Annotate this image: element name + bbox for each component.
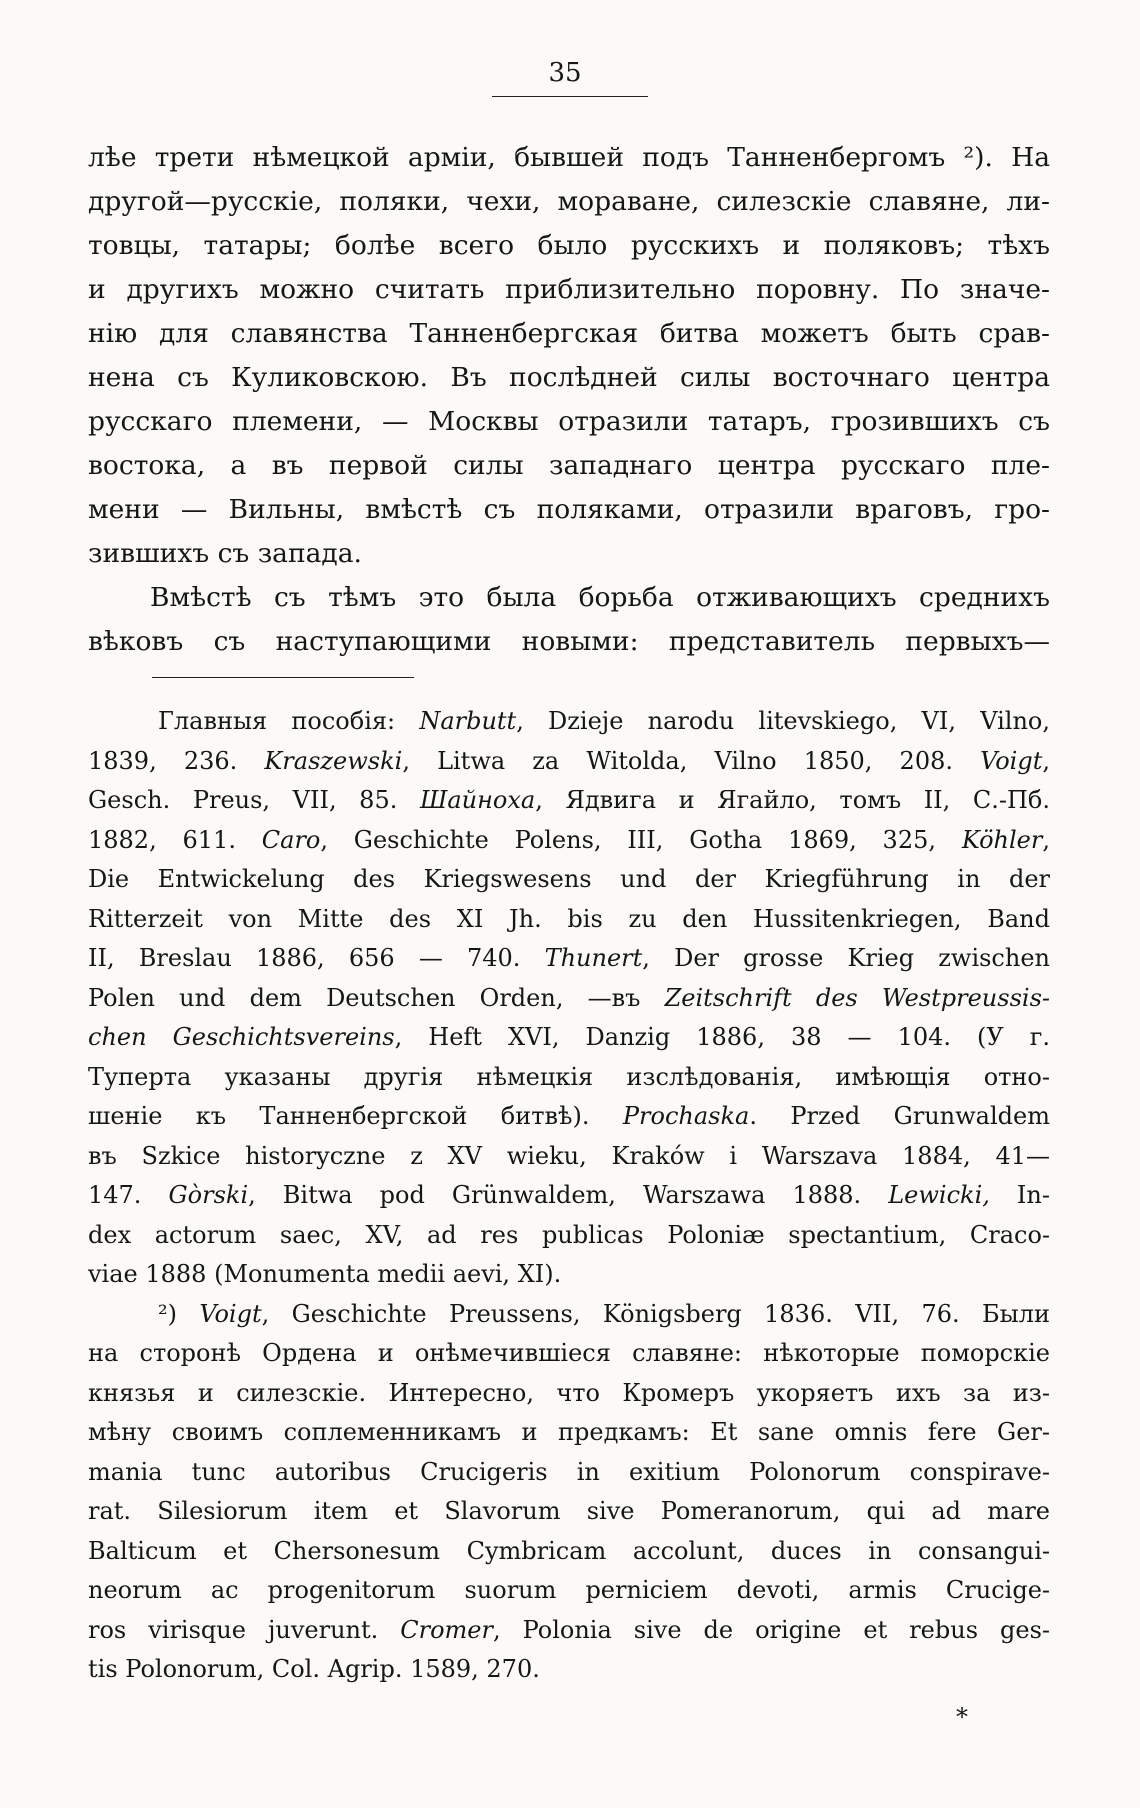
footnote-line xyxy=(88,939,1050,979)
footnote-text: Balticum et Chersonesum Cymbricam accolunt, duces in consangui- xyxy=(88,1536,1050,1565)
footnote-line xyxy=(88,1571,1050,1611)
footnote-text: Gesch. Preus, VII, 85. xyxy=(88,786,420,814)
italic-author: Шайноха xyxy=(419,786,536,814)
footnote-line xyxy=(88,821,1050,861)
footnote-text: въ Szkice historyczne z XV wieku, Kraków i Warszava 1884, 41— xyxy=(88,1141,1050,1170)
footnote-line xyxy=(88,1334,1050,1374)
footnote-text: , Polonia sive de origine et rebus ges- xyxy=(492,1615,1050,1644)
italic-author: Lewicki, xyxy=(888,1181,990,1209)
footnote-line xyxy=(88,1295,1050,1335)
main-text xyxy=(88,136,1050,664)
italic-author: Narbutt xyxy=(419,707,517,735)
italic-author: Voigt xyxy=(980,746,1043,775)
footnote-text: II, Breslau 1886, 656 — 740. xyxy=(88,944,545,972)
footnote-text: tis Polonorum, Col. Agrip. 1589, 270. xyxy=(88,1655,540,1683)
footnote-text: dex actorum saec, XV, ad res publicas Poloniæ spectantium, Craco- xyxy=(88,1220,1050,1249)
footnote-2 xyxy=(88,1295,1050,1690)
footnote-text: 1882, 611. xyxy=(88,825,262,854)
footnote-line xyxy=(88,742,1050,782)
footnote-line xyxy=(88,979,1050,1019)
text-line: товцы, татары; болѣе всего было русскихъ и поляковъ; тѣхъ xyxy=(88,230,1050,261)
footnote-line xyxy=(88,1532,1050,1572)
text-line: другой—русскіе, поляки, чехи, мораване, силезскіе славяне, ли- xyxy=(88,186,1050,217)
footnote-text: , xyxy=(1042,746,1050,775)
footnote-text: Die Entwickelung des Kriegswesens und der Kriegführung in der xyxy=(88,865,1050,893)
footnote-text: , Litwa za Witolda, Vilno 1850, 208. xyxy=(402,746,981,775)
footnote-line xyxy=(88,1492,1050,1532)
footnotes xyxy=(88,702,1050,1690)
end-asterisk: * xyxy=(956,1703,968,1731)
footnote-text: , Geschichte Polens, III, Gotha 1869, 325, xyxy=(320,825,962,854)
footnote-line xyxy=(88,900,1050,940)
footnote-line xyxy=(88,1255,1050,1295)
footnote-line xyxy=(88,1137,1050,1177)
text-line: и другихъ можно считать приблизительно поровну. По значе- xyxy=(88,274,1050,305)
footnote-text: , xyxy=(1042,825,1050,854)
footnote-line xyxy=(88,1611,1050,1651)
page-number: 35 xyxy=(548,58,582,88)
italic-author: Kraszewski xyxy=(264,746,403,775)
text-line: востока, а въ первой силы западнаго центра русскаго пле- xyxy=(88,450,1050,481)
footnote-text: на сторонѣ Ордена и онѣмечившіеся славяне: нѣкоторые поморскіе xyxy=(88,1339,1050,1367)
footnote-text: , Dzieje narodu litevskiego, VI, Vilno, xyxy=(516,707,1050,735)
footnote-text: 1839, 236. xyxy=(88,746,265,775)
footnote-text: 147. xyxy=(88,1181,169,1209)
footnote-line xyxy=(88,1650,1050,1690)
footnote-text: , Geschichte Preussens, Königsberg 1836. VII, 76. Были xyxy=(261,1299,1050,1328)
footnote-line xyxy=(88,1176,1050,1216)
footnote-text: шеніе къ Танненбергской битвѣ). xyxy=(88,1102,623,1130)
text-line: русскаго племени, — Москвы отразили татаръ, грозившихъ съ xyxy=(88,406,1050,437)
footnote-separator xyxy=(152,677,414,678)
text-line: мени — Вильны, вмѣстѣ съ поляками, отразили враговъ, гро- xyxy=(88,494,1050,525)
footnote-text: Polen und dem Deutschen Orden, —въ xyxy=(88,983,665,1012)
italic-author: Zeitschrift des Westpreussis- xyxy=(664,983,1050,1012)
footnote-text: In- xyxy=(989,1181,1050,1209)
footnote-text: Туперта указаны другія нѣмецкія изслѣдованія, имѣющія отно- xyxy=(88,1062,1050,1091)
text-line: лѣе трети нѣмецкой арміи, бывшей подъ Танненбергомъ ²). На xyxy=(88,142,1050,173)
footnote-line xyxy=(88,1413,1050,1453)
italic-author: Cromer xyxy=(400,1615,493,1644)
text-line: вѣковъ съ наступающими новыми: представитель первыхъ— xyxy=(88,626,1050,657)
footnote-text: viae 1888 (Monumenta medii aevi, XI). xyxy=(88,1260,562,1288)
footnote-line xyxy=(88,1453,1050,1493)
footnote-text: Главныя пособія: xyxy=(158,707,420,735)
italic-author: Thunert xyxy=(544,944,643,972)
footnote-text: , Bitwa pod Grünwaldem, Warszawa 1888. xyxy=(248,1181,889,1209)
text-line: нена съ Куликовскою. Въ послѣдней силы восточнаго центра xyxy=(88,362,1050,393)
text-line: зившихъ съ запада. xyxy=(88,538,362,569)
footnote-text: . Przed Grunwaldem xyxy=(749,1102,1050,1130)
text-line: Вмѣстѣ съ тѣмъ это была борьба отживающихъ среднихъ xyxy=(150,582,1050,613)
footnote-text: , Der grosse Krieg zwischen xyxy=(642,944,1050,972)
footnote-line xyxy=(88,702,1050,742)
footnote-line xyxy=(88,1216,1050,1256)
footnote-text: , Heft XVI, Danzig 1886, 38 — 104. (У г. xyxy=(394,1023,1050,1051)
footnote-line xyxy=(88,1097,1050,1137)
italic-author: Prochaska xyxy=(622,1102,750,1130)
footnote-text: , Ядвига и Ягайло, томъ II, С.-Пб. xyxy=(535,786,1050,814)
footnote-text: mania tunc autoribus Crucigeris in exitium Polonorum conspirave- xyxy=(88,1457,1050,1486)
text-line: нію для славянства Танненбергская битва можетъ быть срав- xyxy=(88,318,1050,349)
italic-author: chen Geschichtsvereins xyxy=(88,1023,395,1051)
footnote-text: князья и силезскіе. Интересно, что Кромеръ укоряетъ ихъ за из- xyxy=(88,1378,1050,1407)
footnote-text: neorum ac progenitorum suorum perniciem devoti, armis Crucige- xyxy=(88,1576,1050,1604)
footnote-line xyxy=(88,781,1050,821)
footnote-1 xyxy=(88,702,1050,1295)
footnote-line xyxy=(88,1018,1050,1058)
footnote-marker: ²) xyxy=(158,1299,177,1328)
italic-author: Gòrski xyxy=(168,1181,249,1209)
italic-author: Köhler xyxy=(961,825,1043,854)
footnote-text: ros virisque juverunt. xyxy=(88,1615,401,1644)
footnote-line xyxy=(88,1374,1050,1414)
footnote-text: мѣну своимъ соплеменникамъ и предкамъ: Et sane omnis fere Ger- xyxy=(88,1418,1050,1446)
footnote-text: Ritterzeit von Mitte des XI Jh. bis zu den Hussitenkriegen, Band xyxy=(88,904,1050,933)
footnote-text: rat. Silesiorum item et Slavorum sive Pomeranorum, qui ad mare xyxy=(88,1497,1050,1525)
italic-author: Caro xyxy=(261,825,321,854)
footnote-line xyxy=(88,1058,1050,1098)
page-number-rule xyxy=(492,96,648,97)
footnote-line xyxy=(88,860,1050,900)
italic-author: Voigt xyxy=(199,1299,262,1328)
